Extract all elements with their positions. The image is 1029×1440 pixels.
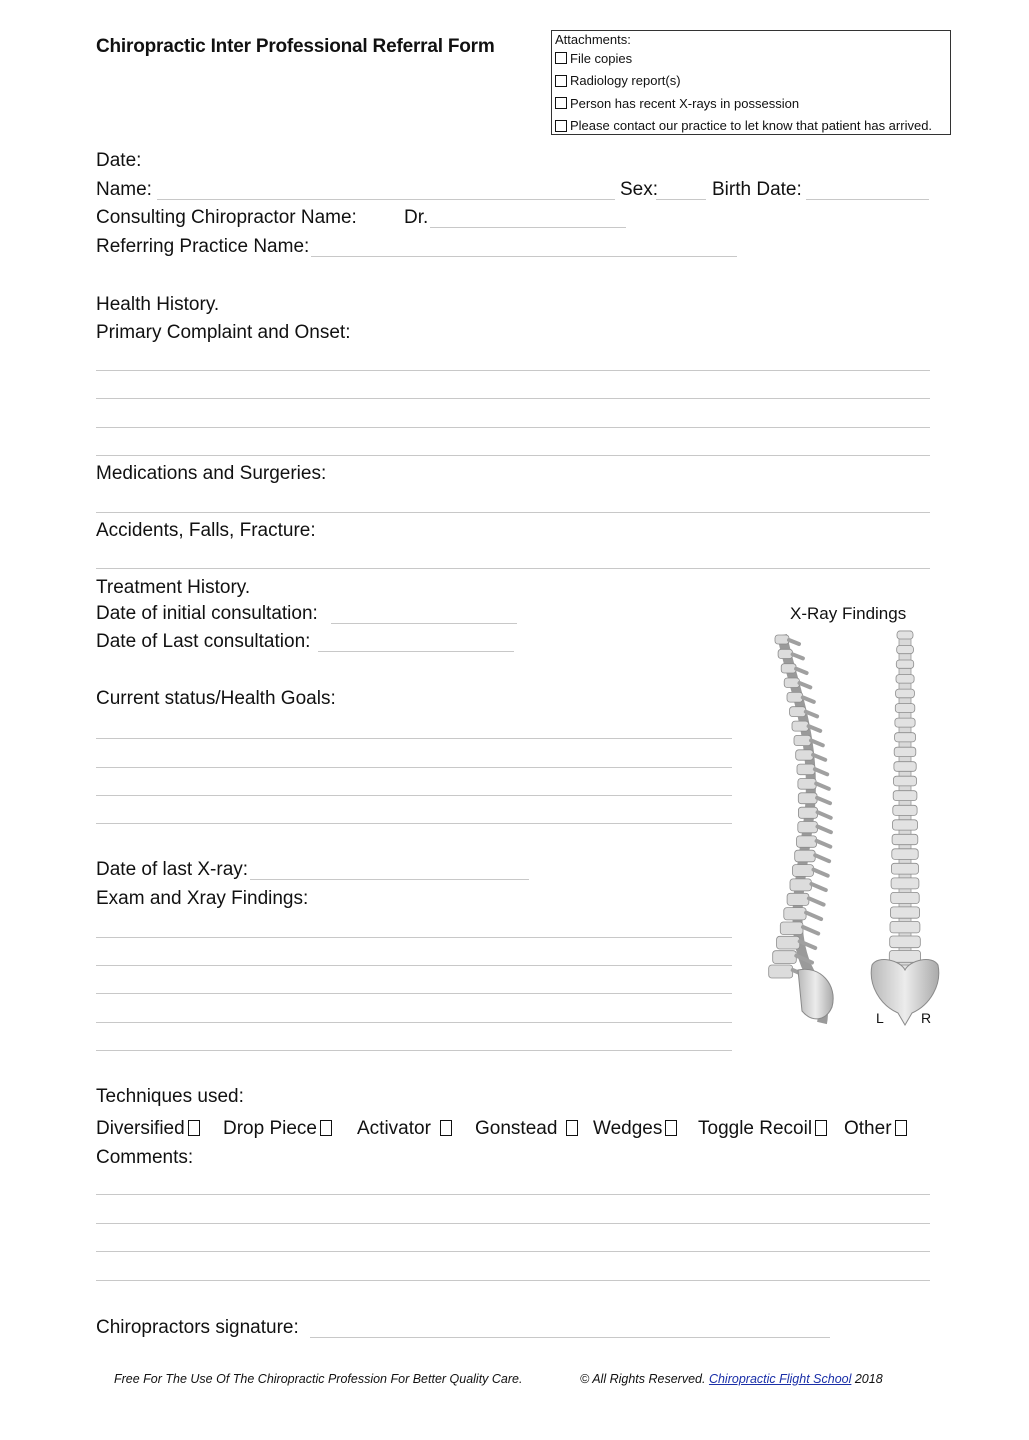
write-line[interactable]	[96, 1050, 732, 1051]
last-consult-field[interactable]	[318, 651, 514, 652]
vertebra	[896, 675, 914, 684]
name-label: Name:	[96, 179, 152, 200]
current-status-label: Current status/Health Goals:	[96, 688, 336, 709]
spinous-process	[818, 827, 831, 833]
attachment-label: Radiology report(s)	[570, 73, 681, 89]
vertebra	[891, 892, 920, 903]
checkbox[interactable]	[555, 120, 567, 132]
attachment-label: Please contact our practice to let know that patient has arrived.	[570, 118, 933, 134]
vertebra	[790, 707, 806, 717]
sacrum-side	[798, 969, 833, 1019]
spinous-process	[814, 870, 828, 876]
vertebra	[795, 850, 816, 862]
checkbox[interactable]	[555, 75, 567, 87]
vertebra	[793, 865, 814, 877]
vertebra	[896, 689, 915, 698]
technique-label: Activator	[357, 1118, 431, 1139]
write-line[interactable]	[96, 512, 930, 513]
write-line[interactable]	[96, 455, 930, 456]
attachment-label: Person has recent X-rays in possession	[570, 95, 800, 111]
vertebra	[889, 951, 920, 963]
vertebra	[781, 664, 796, 673]
spinous-process	[789, 640, 799, 644]
attachment-item[interactable]	[555, 47, 947, 70]
dr-label: Dr.	[404, 207, 429, 228]
checkbox[interactable]	[440, 1120, 452, 1136]
attachment-item[interactable]	[555, 92, 947, 115]
vertebra	[894, 776, 917, 786]
last-xray-label: Date of last X-ray:	[96, 859, 249, 880]
vertebra	[890, 936, 921, 948]
referring-field[interactable]	[311, 256, 737, 257]
vertebra	[790, 879, 811, 891]
spinous-process	[803, 927, 818, 934]
vertebra	[895, 718, 915, 727]
consulting-label: Consulting Chiropractor Name:	[96, 207, 357, 228]
spinous-process	[809, 898, 824, 904]
vertebra	[897, 646, 914, 654]
attachments-heading: Attachments:	[555, 32, 631, 47]
vertebra	[792, 721, 809, 731]
vertebra	[895, 733, 916, 742]
vertebra	[773, 951, 797, 964]
spinous-process	[815, 769, 827, 774]
spinous-process	[813, 755, 825, 760]
vertebra	[784, 908, 806, 920]
write-line[interactable]	[96, 937, 732, 938]
spinous-process	[806, 913, 821, 920]
technique-label: Wedges	[593, 1118, 663, 1139]
footer-note: Free For The Use Of The Chiropractic Profession For Better Quality Care.	[114, 1372, 523, 1386]
vertebra	[769, 965, 793, 978]
spinous-process	[803, 697, 814, 702]
last-xray-field[interactable]	[250, 879, 529, 880]
signature-label: Chiropractors signature:	[96, 1317, 299, 1338]
write-line[interactable]	[96, 738, 732, 739]
checkbox[interactable]	[555, 52, 567, 64]
vertebra	[896, 660, 913, 668]
accidents-label: Accidents, Falls, Fracture:	[96, 520, 316, 541]
technique-label: Toggle Recoil	[698, 1118, 813, 1139]
technique-label: Other	[844, 1118, 892, 1139]
checkbox[interactable]	[665, 1120, 677, 1136]
write-line[interactable]	[96, 1251, 930, 1252]
rights-text: © All Rights Reserved.	[580, 1372, 706, 1386]
xray-title: X-Ray Findings	[790, 604, 907, 623]
vertebra	[893, 805, 917, 815]
attachment-label: File copies	[570, 50, 633, 66]
vertebra	[787, 893, 809, 905]
technique-toggle-recoil[interactable]	[698, 1118, 827, 1140]
footer-year: 2018	[854, 1372, 883, 1386]
medications-label: Medications and Surgeries:	[96, 463, 327, 484]
technique-activator[interactable]	[357, 1118, 452, 1140]
attachments-box	[551, 30, 951, 135]
signature-field[interactable]	[310, 1337, 830, 1338]
last-consult-label: Date of Last consultation:	[96, 631, 311, 652]
technique-label: Gonstead	[475, 1118, 558, 1139]
birth-date-field[interactable]	[806, 199, 929, 200]
footer-link[interactable]: Chiropractic Flight School	[708, 1372, 852, 1386]
vertebra	[775, 635, 789, 644]
vertebra	[897, 631, 913, 639]
vertebra	[778, 649, 792, 658]
technique-label: Drop Piece	[223, 1118, 317, 1139]
checkbox[interactable]	[895, 1120, 907, 1136]
consulting-field[interactable]	[430, 227, 626, 228]
initial-consult-field[interactable]	[331, 623, 517, 624]
vertebra	[890, 921, 920, 933]
vertebra	[892, 834, 918, 844]
technique-diversified[interactable]	[96, 1118, 200, 1140]
checkbox[interactable]	[815, 1120, 827, 1136]
comments-label: Comments:	[96, 1147, 194, 1168]
checkbox[interactable]	[566, 1120, 578, 1136]
technique-other[interactable]	[844, 1118, 907, 1140]
spinous-process	[817, 841, 831, 847]
techniques-label: Techniques used:	[96, 1086, 244, 1107]
vertebra	[890, 907, 919, 918]
exam-findings-label: Exam and Xray Findings:	[96, 888, 309, 909]
write-line[interactable]	[96, 767, 732, 768]
footer-copyright	[580, 1372, 883, 1386]
spine-illustration	[760, 625, 945, 1035]
write-line[interactable]	[96, 1223, 930, 1224]
spinous-process	[816, 784, 829, 789]
vertebra	[797, 836, 817, 847]
vertebra	[798, 822, 818, 833]
attachment-item[interactable]	[555, 70, 947, 93]
vertebra	[796, 750, 814, 760]
vertebra	[891, 878, 919, 889]
vertebra	[777, 936, 800, 949]
write-line[interactable]	[96, 823, 732, 824]
write-line[interactable]	[96, 398, 930, 399]
technique-drop-piece[interactable]	[223, 1118, 332, 1140]
referring-label: Referring Practice Name:	[96, 236, 310, 257]
vertebra	[794, 735, 811, 745]
form-title: Chiropractic Inter Professional Referral Form	[96, 36, 495, 57]
primary-complaint-label: Primary Complaint and Onset:	[96, 322, 351, 343]
spinous-process	[815, 855, 829, 861]
spinous-process	[800, 683, 811, 687]
spinous-process	[817, 798, 830, 803]
write-line[interactable]	[96, 568, 930, 569]
vertebra	[798, 807, 817, 818]
health-history-heading: Health History.	[96, 294, 220, 315]
vertebra	[797, 764, 815, 775]
write-line[interactable]	[96, 1280, 930, 1281]
xray-right-label: R	[921, 1010, 932, 1026]
vertebra	[894, 762, 916, 772]
checkbox[interactable]	[320, 1120, 332, 1136]
write-line[interactable]	[96, 1022, 732, 1023]
attachment-item[interactable]	[555, 115, 947, 138]
checkbox[interactable]	[555, 97, 567, 109]
checkbox[interactable]	[188, 1120, 200, 1136]
vertebra	[894, 747, 916, 756]
technique-gonstead[interactable]	[475, 1118, 578, 1140]
initial-consult-label: Date of initial consultation:	[96, 603, 318, 624]
vertebra	[891, 863, 918, 874]
treatment-history-heading: Treatment History.	[96, 577, 251, 598]
spinous-process	[811, 884, 825, 890]
vertebra	[895, 704, 915, 713]
sex-field[interactable]	[656, 199, 706, 200]
vertebra	[893, 820, 918, 830]
write-line[interactable]	[96, 427, 930, 428]
vertebra	[780, 922, 803, 935]
vertebra	[798, 779, 816, 790]
name-field[interactable]	[157, 199, 615, 200]
technique-wedges[interactable]	[593, 1118, 677, 1140]
vertebra	[787, 692, 803, 702]
spinous-process	[818, 812, 831, 818]
spinous-process	[796, 669, 807, 673]
sex-label: Sex:	[620, 179, 659, 200]
write-line[interactable]	[96, 795, 732, 796]
write-line[interactable]	[96, 1194, 930, 1195]
vertebra	[798, 793, 817, 804]
date-label: Date:	[96, 150, 142, 171]
write-line[interactable]	[96, 370, 930, 371]
write-line[interactable]	[96, 965, 732, 966]
birth-date-label: Birth Date:	[712, 179, 802, 200]
vertebra	[893, 791, 917, 801]
spinous-process	[793, 654, 803, 658]
vertebra	[784, 678, 799, 688]
technique-label: Diversified	[96, 1118, 185, 1139]
write-line[interactable]	[96, 993, 732, 994]
vertebra	[892, 849, 918, 860]
xray-left-label: L	[876, 1010, 884, 1026]
